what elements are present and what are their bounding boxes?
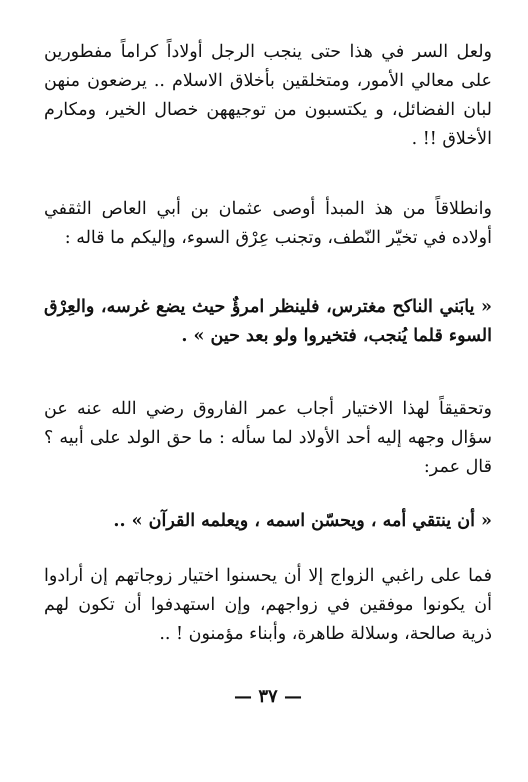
paragraph-1: ولعل السر في هذا حتى ينجب الرجل أولاداً كراماً مفطورين على معالي الأمور، ومتخلقين بأخلاق الاسلام .. يرضعون منهن لبان الفضائل، و يكتسبون من توجيههن خصال الخير، ومكارم الأخلاق !! . bbox=[44, 42, 492, 149]
page-number: — ٣٧ — bbox=[234, 686, 302, 707]
paragraph-6: فما على راغبي الزواج إلا أن يحسنوا اختيار زوجاتهم إن أرادوا أن يكونوا موفقين في زواجهم، وإن استهدفوا أن تكون لهم ذرية صالحة، وسلالة طاهرة، وأبناء مؤمنون ! .. bbox=[44, 566, 492, 644]
paragraph-4: وتحقيقاً لهذا الاختيار أجاب عمر الفاروق رضي الله عنه عن سؤال وجهه إليه أحد الأولاد لما سأله : ما حق الولد على أبيه ؟ قال عمر: bbox=[44, 399, 492, 477]
paragraph-2: وانطلاقاً من هذ المبدأ أوصى عثمان بن أبي العاص الثقفي أولاده في تخيّر النّطف، وتجنب عِرْق السوء، وإليكم ما قاله : bbox=[44, 199, 492, 248]
quote-omar: « أن ينتقي أمه ، ويحسّن اسمه ، ويعلمه القرآن » .. bbox=[113, 511, 492, 531]
quote-othman: « يابَني الناكح مغترس، فلينظر امرؤٌ حيث يضع غرسه، والعِرْق السوء قلما يُنجب، فتخيروا ولو بعد حين » . bbox=[44, 297, 492, 346]
book-page bbox=[44, 38, 492, 758]
